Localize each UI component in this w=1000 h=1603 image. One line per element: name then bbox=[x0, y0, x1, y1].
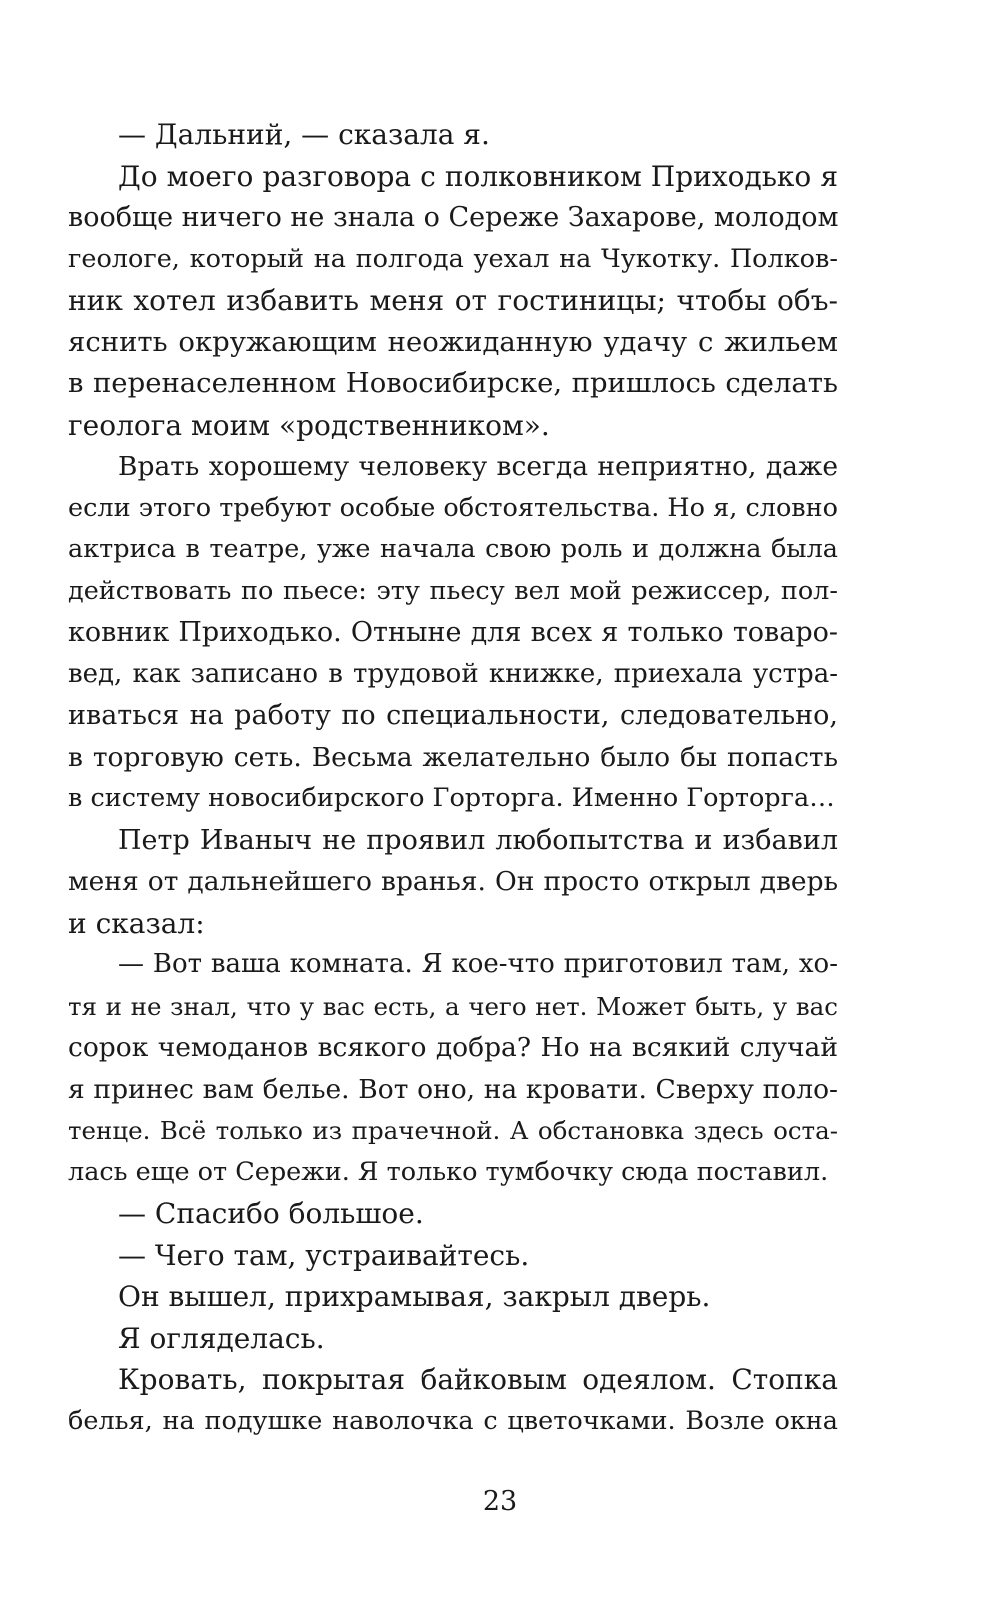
text-line: сорок чемоданов всякого добра? Но на всякий случай bbox=[68, 1032, 838, 1063]
text-line: в систему новосибирского Горторга. Именно Горторга… bbox=[68, 783, 835, 813]
text-line: До моего разговора с полковником Приходько я bbox=[118, 159, 838, 193]
text-line: геологе, который на полгода уехал на Чукотку. Полков- bbox=[68, 243, 838, 274]
text-line: если этого требуют особые обстоятельства. Но я, словно bbox=[68, 492, 838, 523]
text-line: — Вот ваша комната. Я кое-что приготовил там, хо- bbox=[118, 949, 838, 979]
text-line: Он вышел, прихрамывая, закрыл дверь. bbox=[118, 1280, 711, 1313]
page-number: 23 bbox=[482, 1486, 518, 1517]
text-line: — Дальний, — сказала я. bbox=[118, 118, 490, 151]
text-line: тя и не знал, что у вас есть, а чего нет. Может быть, у вас bbox=[68, 991, 838, 1021]
text-line: белья, на подушке наволочка с цветочками. Возле окна bbox=[68, 1405, 838, 1436]
text-line: меня от дальнейшего вранья. Он просто открыл дверь bbox=[68, 866, 838, 897]
text-line: — Чего там, устраивайтесь. bbox=[118, 1238, 530, 1272]
text-line: — Спасибо большое. bbox=[118, 1197, 424, 1230]
text-line: тенце. Всё только из прачечной. А обстановка здесь оста- bbox=[68, 1116, 838, 1145]
text-line: вед, как записано в трудовой книжке, приехала устра- bbox=[68, 658, 838, 689]
text-line: актриса в театре, уже начала свою роль и должна была bbox=[68, 534, 838, 564]
text-line: вообще ничего не знала о Сереже Захарове, молодом bbox=[68, 202, 839, 233]
text-line: Врать хорошему человеку всегда неприятно, даже bbox=[118, 451, 838, 482]
text-line: Петр Иваныч не проявил любопытства и избавил bbox=[118, 824, 838, 856]
text-line: ковник Приходько. Отныне для всех я только товаро- bbox=[68, 617, 838, 648]
text-line: иваться на работу по специальности, следовательно, bbox=[68, 700, 838, 731]
text-line: геолога моим «родственником». bbox=[68, 408, 550, 442]
text-line: лась еще от Сережи. Я только тумбочку сюда поставил. bbox=[68, 1156, 829, 1187]
text-line: Я огляделась. bbox=[118, 1321, 325, 1355]
body-text bbox=[68, 114, 838, 1442]
text-line: действовать по пьесе: эту пьесу вел мой режиссер, пол- bbox=[68, 575, 838, 606]
text-line: в перенаселенном Новосибирске, пришлось сделать bbox=[68, 367, 838, 399]
text-line: ник хотел избавить меня от гостиницы; чтобы объ- bbox=[68, 284, 838, 317]
text-line: и сказал: bbox=[68, 906, 205, 940]
text-line: я принес вам белье. Вот оно, на кровати. Сверху поло- bbox=[68, 1073, 838, 1105]
text-line: яснить окружающим неожиданную удачу с жильем bbox=[68, 325, 838, 358]
text-line: Кровать, покрытая байковым одеялом. Стопка bbox=[118, 1363, 838, 1396]
text-line: в торговую сеть. Весьма желательно было бы попасть bbox=[68, 741, 838, 773]
